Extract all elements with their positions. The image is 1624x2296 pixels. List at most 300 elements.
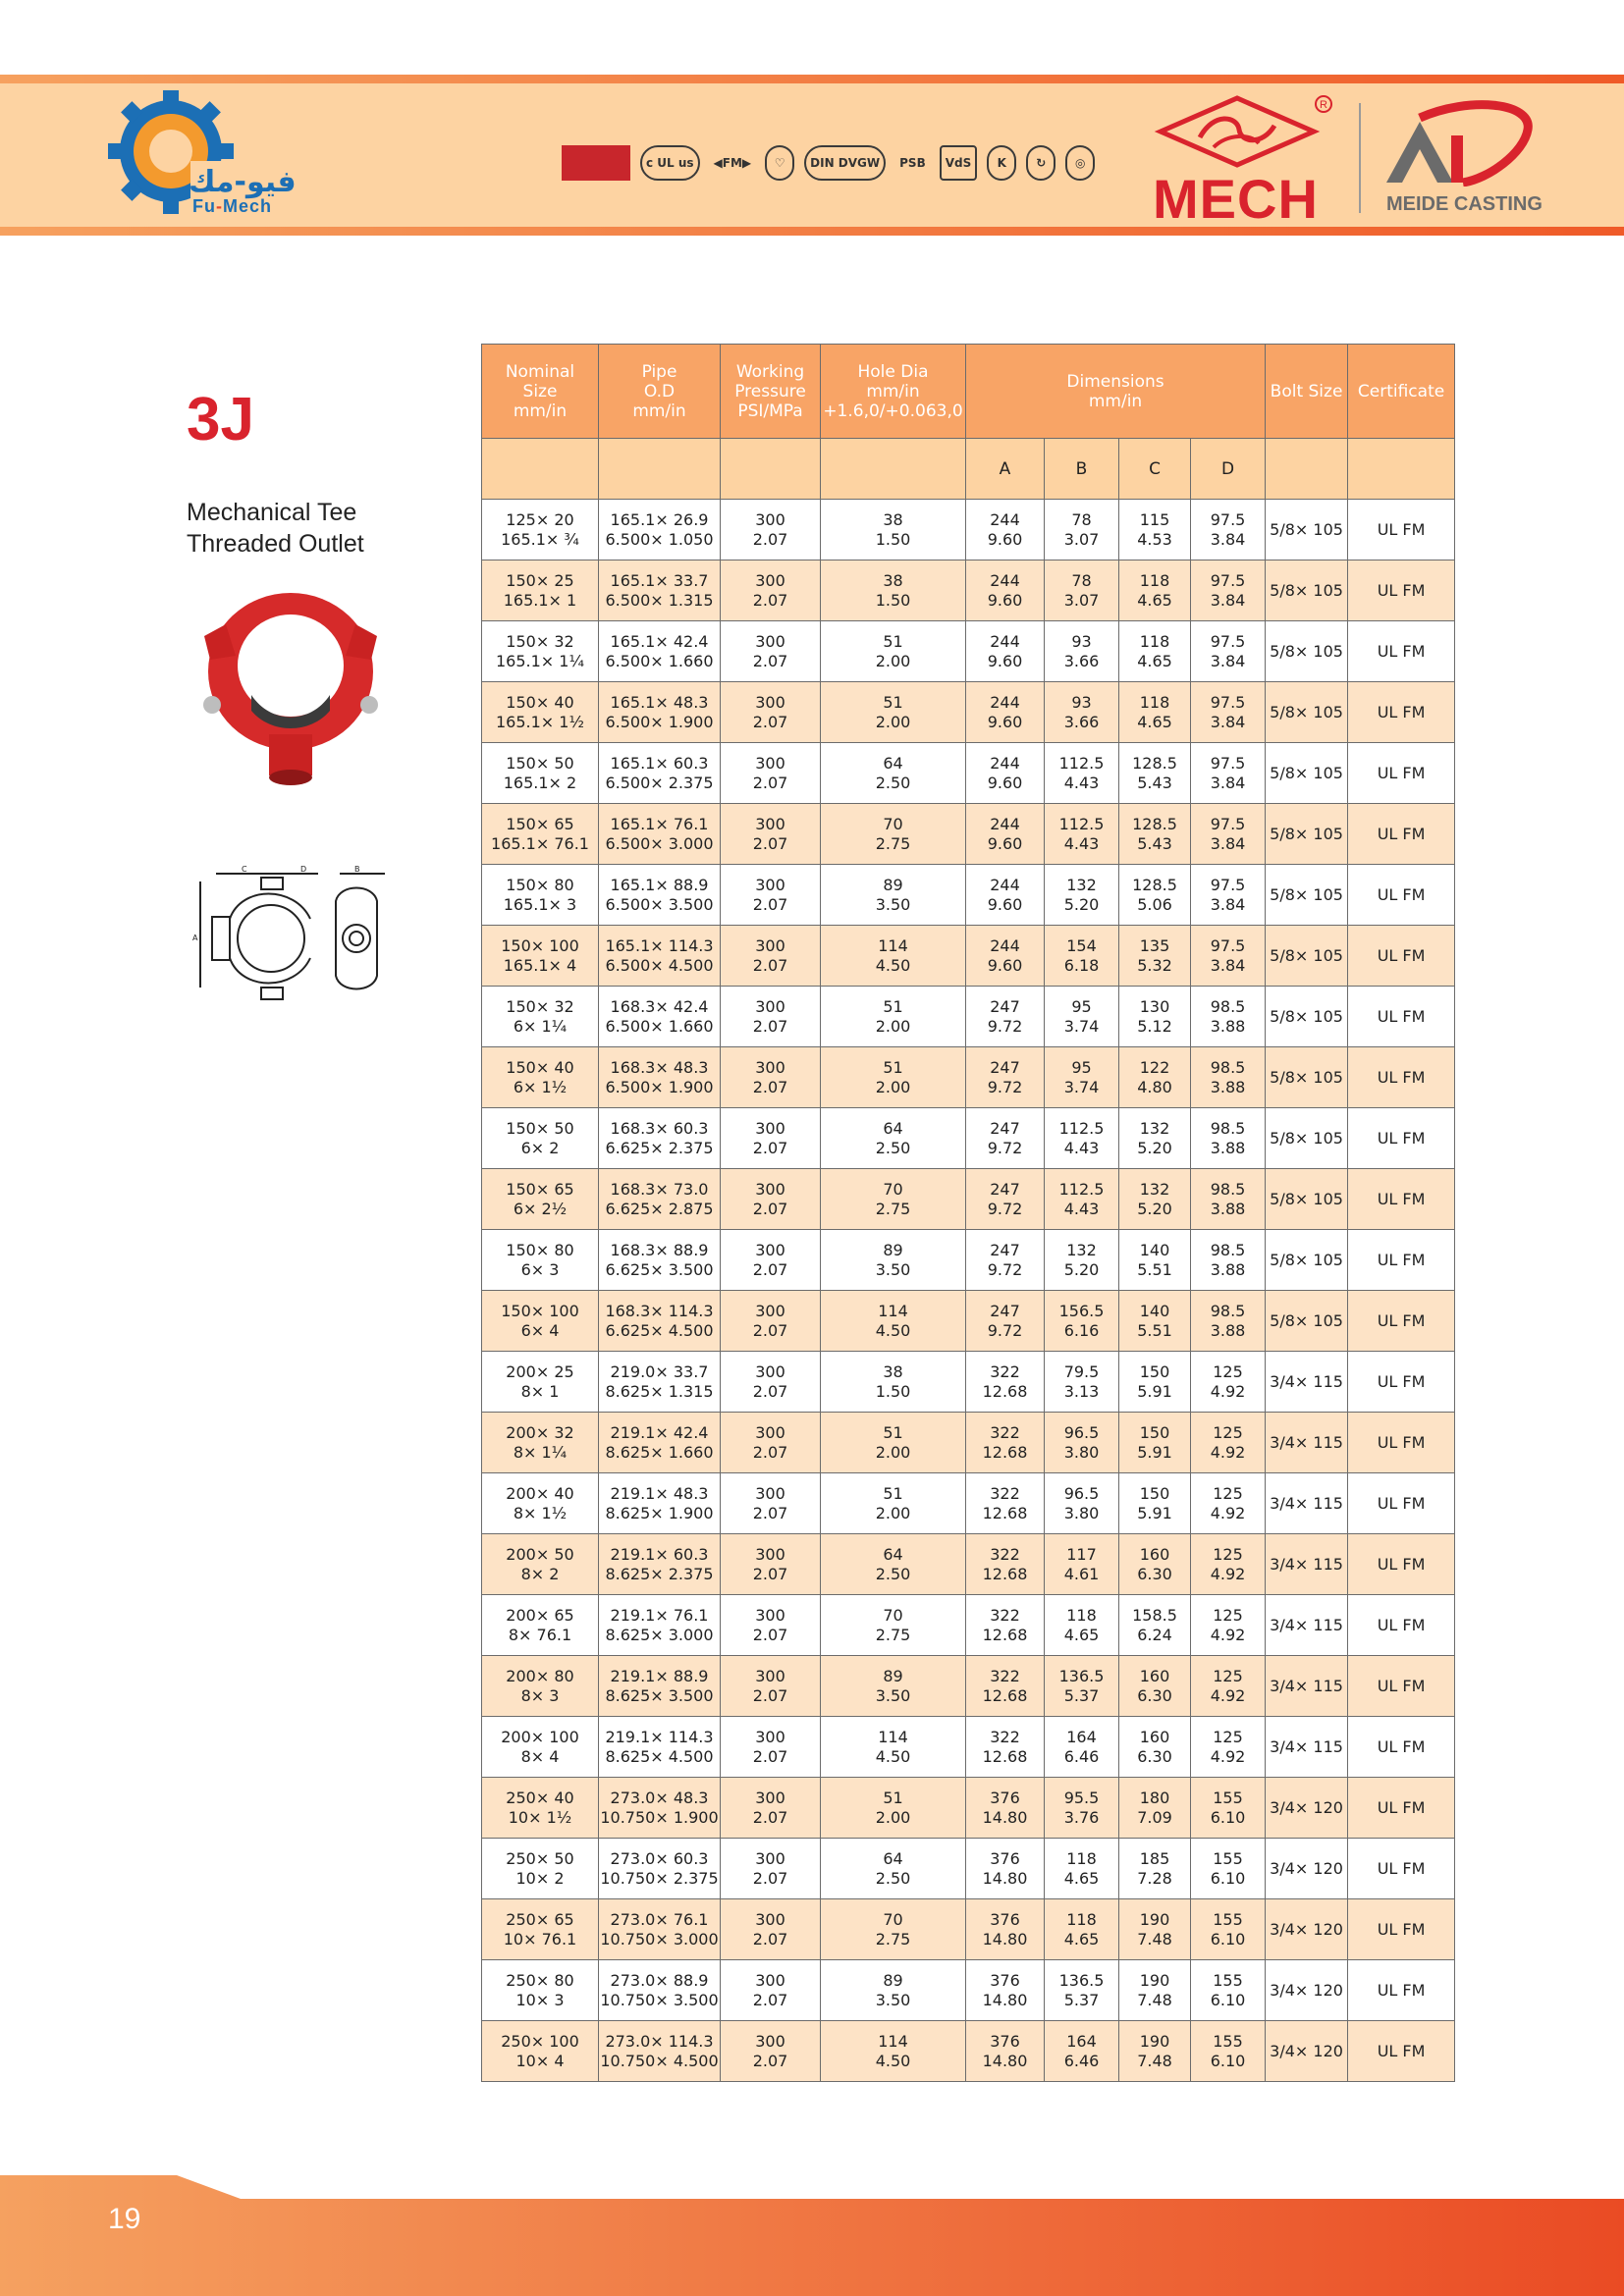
pipe-od-cell-line-2: 8.625× 1.660 <box>605 1442 714 1462</box>
dim-c-cell-line-1: 150 <box>1139 1483 1170 1503</box>
pipe-od-cell-line-2: 6.500× 3.000 <box>605 833 714 853</box>
bolt-size-cell: 5/8× 105 <box>1266 926 1348 987</box>
dim-c-cell-line-1: 115 <box>1139 509 1170 529</box>
pipe-od-cell-line-2: 8.625× 4.500 <box>605 1746 714 1766</box>
hole-dia-cell-line-2: 3.50 <box>875 1990 911 2009</box>
hole-dia-cell <box>821 1047 966 1108</box>
dim-b-cell-line-2: 3.66 <box>1063 712 1100 731</box>
hole-dia-cell-line-1: 38 <box>883 1362 903 1381</box>
dim-d-cell-line-2: 4.92 <box>1210 1685 1246 1705</box>
meide-casting-logo <box>1380 96 1538 187</box>
dim-b-cell-line-2: 3.66 <box>1063 651 1100 670</box>
nominal-size-cell <box>482 926 599 987</box>
pipe-od-cell <box>599 1656 721 1717</box>
hole-dia-cell-line-2: 2.50 <box>875 773 911 792</box>
dim-d-cell-line-1: 155 <box>1213 1848 1243 1868</box>
dim-c-cell-line-2: 5.32 <box>1137 955 1172 975</box>
dim-c-cell-line-2: 7.48 <box>1137 1990 1172 2009</box>
table-row <box>482 1899 1455 1960</box>
certificate-cell: UL FM <box>1348 1717 1455 1778</box>
dim-c-cell-line-2: 4.65 <box>1137 590 1172 610</box>
pipe-od-cell-line-1: 165.1× 60.3 <box>610 753 709 773</box>
dim-b-cell-line-1: 156.5 <box>1058 1301 1105 1320</box>
dim-a-cell-line-2: 12.68 <box>982 1503 1028 1522</box>
pipe-od-cell-line-1: 219.1× 76.1 <box>610 1605 709 1625</box>
dim-d-cell-line-2: 3.88 <box>1210 1199 1246 1218</box>
pipe-od-cell-line-2: 8.625× 1.900 <box>605 1503 714 1522</box>
table-row <box>482 743 1455 804</box>
working-pressure-cell-line-1: 300 <box>755 1179 785 1199</box>
nominal-size-cell-line-2: 165.1× 4 <box>503 955 577 975</box>
dim-a-cell <box>966 2021 1045 2082</box>
subheader-b: B <box>1045 439 1119 500</box>
nominal-size-cell-line-1: 150× 65 <box>506 814 574 833</box>
pipe-od-cell <box>599 1413 721 1473</box>
dim-d-cell-line-2: 3.88 <box>1210 1138 1246 1157</box>
dim-a-cell-line-1: 247 <box>990 996 1020 1016</box>
nominal-size-cell-line-2: 165.1× 2 <box>503 773 577 792</box>
dim-b-cell-line-2: 3.74 <box>1063 1077 1100 1096</box>
working-pressure-cell <box>721 1352 821 1413</box>
nominal-size-cell-line-1: 150× 80 <box>506 875 574 894</box>
nominal-size-cell <box>482 1778 599 1839</box>
hole-dia-cell-line-2: 3.50 <box>875 1259 911 1279</box>
dim-a-cell <box>966 1473 1045 1534</box>
dim-d-cell-line-1: 155 <box>1213 1970 1243 1990</box>
certificate-cell: UL FM <box>1348 1656 1455 1717</box>
table-body <box>482 500 1455 2082</box>
table-row <box>482 926 1455 987</box>
bolt-size-cell: 5/8× 105 <box>1266 1291 1348 1352</box>
pipe-od-cell <box>599 987 721 1047</box>
dim-d-cell <box>1191 743 1266 804</box>
hole-dia-cell-line-2: 2.00 <box>875 1077 911 1096</box>
dim-c-cell <box>1119 1413 1191 1473</box>
hole-dia-cell <box>821 682 966 743</box>
dim-a-cell-line-2: 9.60 <box>987 894 1023 914</box>
pipe-od-cell <box>599 1960 721 2021</box>
certificate-cell: UL FM <box>1348 1047 1455 1108</box>
certificate-cell: UL FM <box>1348 926 1455 987</box>
bolt-size-cell: 5/8× 105 <box>1266 865 1348 926</box>
nominal-size-cell-line-1: 200× 65 <box>506 1605 574 1625</box>
pipe-od-cell <box>599 865 721 926</box>
pipe-od-cell <box>599 1352 721 1413</box>
dim-b-cell <box>1045 987 1119 1047</box>
dim-a-cell <box>966 1413 1045 1473</box>
dim-d-cell <box>1191 1534 1266 1595</box>
dim-b-cell <box>1045 561 1119 621</box>
product-code: 3J <box>187 386 254 454</box>
dim-a-cell-line-1: 244 <box>990 631 1020 651</box>
dim-d-cell-line-2: 3.84 <box>1210 773 1246 792</box>
pipe-od-cell <box>599 2021 721 2082</box>
dim-c-cell-line-1: 160 <box>1139 1727 1170 1746</box>
dim-b-cell-line-1: 118 <box>1066 1605 1097 1625</box>
working-pressure-cell <box>721 926 821 987</box>
dim-a-cell-line-2: 9.72 <box>987 1138 1023 1157</box>
dim-d-cell <box>1191 1413 1266 1473</box>
hole-dia-cell-line-2: 4.50 <box>875 2051 911 2070</box>
nominal-size-cell <box>482 1534 599 1595</box>
hole-dia-cell <box>821 1473 966 1534</box>
pipe-od-cell <box>599 1778 721 1839</box>
dim-b-cell-line-2: 5.20 <box>1063 894 1100 914</box>
dim-c-cell-line-2: 5.20 <box>1137 1199 1172 1218</box>
pipe-od-cell-line-1: 168.3× 73.0 <box>610 1179 709 1199</box>
pipe-od-cell-line-2: 6.625× 2.375 <box>605 1138 714 1157</box>
nominal-size-cell <box>482 2021 599 2082</box>
nominal-size-cell-line-1: 150× 50 <box>506 1118 574 1138</box>
hole-dia-cell-line-1: 89 <box>883 875 903 894</box>
dim-d-cell <box>1191 682 1266 743</box>
bolt-size-cell: 3/4× 120 <box>1266 1839 1348 1899</box>
header-nominal-size: Nominal Size mm/in <box>482 345 599 439</box>
dim-c-cell-line-2: 5.43 <box>1137 773 1172 792</box>
dim-c-cell-line-2: 6.24 <box>1137 1625 1172 1644</box>
hole-dia-cell <box>821 1778 966 1839</box>
dim-c-cell-line-1: 150 <box>1139 1422 1170 1442</box>
dim-c-cell-line-1: 118 <box>1139 692 1170 712</box>
dim-b-cell-line-2: 4.43 <box>1063 773 1100 792</box>
working-pressure-cell-line-2: 2.07 <box>752 1868 788 1888</box>
dim-c-cell <box>1119 926 1191 987</box>
pipe-od-cell <box>599 621 721 682</box>
hole-dia-cell <box>821 987 966 1047</box>
dim-d-cell <box>1191 1656 1266 1717</box>
dim-b-cell-line-2: 6.16 <box>1063 1320 1100 1340</box>
nominal-size-cell-line-2: 6× 4 <box>520 1320 560 1340</box>
nominal-size-cell-line-1: 150× 25 <box>506 570 574 590</box>
dim-d-cell <box>1191 1169 1266 1230</box>
ul-listed-mark: c UL us <box>640 145 700 181</box>
working-pressure-cell-line-2: 2.07 <box>752 651 788 670</box>
working-pressure-cell-line-2: 2.07 <box>752 1564 788 1583</box>
header-top-stripe <box>0 75 1624 83</box>
dim-d-cell <box>1191 621 1266 682</box>
dim-a-cell-line-2: 9.60 <box>987 651 1023 670</box>
bolt-size-cell: 3/4× 120 <box>1266 2021 1348 2082</box>
working-pressure-cell <box>721 1717 821 1778</box>
working-pressure-cell-line-2: 2.07 <box>752 833 788 853</box>
pipe-od-cell-line-2: 6.500× 1.900 <box>605 1077 714 1096</box>
dim-d-cell-line-1: 97.5 <box>1210 509 1246 529</box>
hole-dia-cell <box>821 1108 966 1169</box>
dim-c-cell-line-2: 5.51 <box>1137 1259 1172 1279</box>
pipe-od-cell-line-1: 219.1× 42.4 <box>610 1422 709 1442</box>
dim-b-cell <box>1045 1291 1119 1352</box>
dim-a-cell <box>966 1534 1045 1595</box>
dim-c-cell-line-2: 4.65 <box>1137 712 1172 731</box>
dim-b-cell <box>1045 1839 1119 1899</box>
pipe-od-cell-line-1: 273.0× 60.3 <box>610 1848 709 1868</box>
mech-wordmark: MECH <box>1153 168 1319 230</box>
hole-dia-cell-line-1: 38 <box>883 509 903 529</box>
hole-dia-cell <box>821 561 966 621</box>
dim-d-cell <box>1191 1595 1266 1656</box>
nominal-size-cell-line-1: 200× 40 <box>506 1483 574 1503</box>
certificate-cell: UL FM <box>1348 2021 1455 2082</box>
nominal-size-cell <box>482 682 599 743</box>
working-pressure-cell-line-1: 300 <box>755 1422 785 1442</box>
working-pressure-cell-line-1: 300 <box>755 1970 785 1990</box>
pipe-od-cell-line-2: 6.500× 1.050 <box>605 529 714 549</box>
dim-d-cell-line-2: 3.84 <box>1210 529 1246 549</box>
fu-mech-arabic-wordmark: فيو-مك <box>189 165 297 199</box>
nominal-size-cell-line-2: 10× 76.1 <box>503 1929 577 1949</box>
dim-a-cell-line-1: 244 <box>990 753 1020 773</box>
dim-b-cell <box>1045 1656 1119 1717</box>
dim-c-cell <box>1119 2021 1191 2082</box>
product-description <box>187 497 364 560</box>
hole-dia-cell-line-1: 51 <box>883 1483 903 1503</box>
nominal-size-cell-line-1: 150× 40 <box>506 692 574 712</box>
hole-dia-cell-line-2: 2.50 <box>875 1868 911 1888</box>
dim-d-cell-line-2: 3.84 <box>1210 955 1246 975</box>
dim-d-cell <box>1191 1352 1266 1413</box>
dim-c-cell-line-2: 5.91 <box>1137 1381 1172 1401</box>
dim-d-cell-line-2: 4.92 <box>1210 1625 1246 1644</box>
working-pressure-cell-line-2: 2.07 <box>752 1199 788 1218</box>
certificate-cell: UL FM <box>1348 1899 1455 1960</box>
dim-a-cell-line-2: 14.80 <box>982 1929 1028 1949</box>
dim-d-cell-line-2: 4.92 <box>1210 1503 1246 1522</box>
working-pressure-cell-line-2: 2.07 <box>752 1381 788 1401</box>
working-pressure-cell <box>721 1230 821 1291</box>
hole-dia-cell-line-2: 2.00 <box>875 1442 911 1462</box>
working-pressure-cell-line-1: 300 <box>755 1727 785 1746</box>
dim-a-cell-line-1: 244 <box>990 935 1020 955</box>
dim-c-cell-line-2: 5.91 <box>1137 1503 1172 1522</box>
bolt-size-cell: 3/4× 115 <box>1266 1717 1348 1778</box>
nominal-size-cell <box>482 1352 599 1413</box>
dim-b-cell-line-1: 96.5 <box>1063 1483 1100 1503</box>
working-pressure-cell <box>721 743 821 804</box>
dim-b-cell-line-2: 6.46 <box>1063 1746 1100 1766</box>
dim-d-cell-line-2: 4.92 <box>1210 1564 1246 1583</box>
working-pressure-cell <box>721 561 821 621</box>
dim-c-cell <box>1119 1717 1191 1778</box>
working-pressure-cell <box>721 1595 821 1656</box>
dim-a-cell-line-2: 9.60 <box>987 529 1023 549</box>
dim-a-cell <box>966 1717 1045 1778</box>
dim-c-cell-line-1: 158.5 <box>1132 1605 1177 1625</box>
dim-c-cell <box>1119 1839 1191 1899</box>
dim-b-cell-line-1: 132 <box>1066 1240 1097 1259</box>
bolt-size-cell: 3/4× 115 <box>1266 1534 1348 1595</box>
dim-c-cell <box>1119 1230 1191 1291</box>
table-row <box>482 1839 1455 1899</box>
dim-d-cell-line-2: 3.84 <box>1210 651 1246 670</box>
dim-a-cell-line-2: 12.68 <box>982 1746 1028 1766</box>
pipe-od-cell-line-2: 6.625× 3.500 <box>605 1259 714 1279</box>
dim-d-cell-line-1: 125 <box>1213 1666 1243 1685</box>
table-row <box>482 804 1455 865</box>
dim-c-cell-line-2: 5.43 <box>1137 833 1172 853</box>
dim-c-cell-line-2: 5.06 <box>1137 894 1172 914</box>
nominal-size-cell-line-1: 200× 100 <box>501 1727 579 1746</box>
dim-d-cell <box>1191 561 1266 621</box>
dim-b-cell <box>1045 1169 1119 1230</box>
hole-dia-cell-line-1: 51 <box>883 1788 903 1807</box>
working-pressure-cell-line-1: 300 <box>755 1788 785 1807</box>
table-row <box>482 1595 1455 1656</box>
dim-a-cell-line-2: 14.80 <box>982 1868 1028 1888</box>
dim-a-cell <box>966 1108 1045 1169</box>
hole-dia-cell-line-1: 64 <box>883 753 903 773</box>
dim-b-cell-line-2: 3.76 <box>1063 1807 1100 1827</box>
working-pressure-cell-line-2: 2.07 <box>752 529 788 549</box>
working-pressure-cell-line-2: 2.07 <box>752 1016 788 1036</box>
dim-c-cell-line-2: 5.12 <box>1137 1016 1172 1036</box>
bolt-size-cell: 3/4× 115 <box>1266 1413 1348 1473</box>
bolt-size-cell: 3/4× 120 <box>1266 1960 1348 2021</box>
dim-c-cell <box>1119 1169 1191 1230</box>
dim-b-cell <box>1045 1108 1119 1169</box>
hole-dia-cell-line-2: 2.00 <box>875 1016 911 1036</box>
working-pressure-cell <box>721 1047 821 1108</box>
dim-d-cell-line-1: 97.5 <box>1210 631 1246 651</box>
dim-c-cell-line-2: 7.48 <box>1137 1929 1172 1949</box>
pipe-od-cell-line-2: 6.500× 4.500 <box>605 955 714 975</box>
nominal-size-cell-line-2: 10× 1½ <box>508 1807 572 1827</box>
dim-c-cell <box>1119 1899 1191 1960</box>
hole-dia-cell <box>821 1717 966 1778</box>
certificate-cell: UL FM <box>1348 1473 1455 1534</box>
hole-dia-cell-line-1: 70 <box>883 1909 903 1929</box>
product-photo <box>192 587 389 793</box>
table-row <box>482 987 1455 1047</box>
pipe-od-cell-line-2: 8.625× 3.000 <box>605 1625 714 1644</box>
working-pressure-cell-line-2: 2.07 <box>752 1442 788 1462</box>
certificate-cell: UL FM <box>1348 743 1455 804</box>
dim-d-cell <box>1191 1960 1266 2021</box>
working-pressure-cell-line-2: 2.07 <box>752 1929 788 1949</box>
certificate-cell: UL FM <box>1348 1960 1455 2021</box>
bolt-size-cell: 3/4× 115 <box>1266 1352 1348 1413</box>
hole-dia-cell-line-1: 51 <box>883 1422 903 1442</box>
hole-dia-cell-line-2: 2.00 <box>875 651 911 670</box>
pipe-od-cell <box>599 743 721 804</box>
dim-b-cell-line-1: 78 <box>1071 509 1092 529</box>
logo-divider <box>1359 103 1361 213</box>
working-pressure-cell <box>721 865 821 926</box>
dim-c-cell-line-2: 6.30 <box>1137 1685 1172 1705</box>
working-pressure-cell-line-1: 300 <box>755 692 785 712</box>
dim-d-cell-line-1: 125 <box>1213 1727 1243 1746</box>
dim-a-cell-line-2: 14.80 <box>982 2051 1028 2070</box>
hole-dia-cell-line-2: 1.50 <box>875 529 911 549</box>
hole-dia-cell-line-1: 51 <box>883 996 903 1016</box>
pipe-od-cell <box>599 1839 721 1899</box>
working-pressure-cell-line-1: 300 <box>755 570 785 590</box>
working-pressure-cell-line-2: 2.07 <box>752 1807 788 1827</box>
bolt-size-cell: 5/8× 105 <box>1266 1047 1348 1108</box>
hole-dia-cell <box>821 621 966 682</box>
din-dvgw-mark: DIN DVGW <box>804 145 886 181</box>
table-row <box>482 500 1455 561</box>
pipe-od-cell-line-1: 273.0× 76.1 <box>610 1909 709 1929</box>
dim-a-cell-line-1: 322 <box>990 1544 1020 1564</box>
pipe-od-cell-line-2: 6.500× 1.315 <box>605 590 714 610</box>
dim-b-cell <box>1045 500 1119 561</box>
pipe-od-cell <box>599 1230 721 1291</box>
hole-dia-cell-line-1: 89 <box>883 1666 903 1685</box>
pipe-od-cell-line-1: 165.1× 33.7 <box>610 570 709 590</box>
dim-d-cell-line-2: 3.88 <box>1210 1320 1246 1340</box>
pipe-od-cell-line-1: 168.3× 42.4 <box>610 996 709 1016</box>
pipe-od-cell <box>599 1473 721 1534</box>
dim-c-cell-line-1: 122 <box>1139 1057 1170 1077</box>
dim-d-cell-line-1: 125 <box>1213 1483 1243 1503</box>
dim-b-cell-line-1: 93 <box>1071 692 1092 712</box>
kc-mark-icon: K <box>987 145 1016 181</box>
svg-text:C: C <box>242 865 247 874</box>
subheader-d: D <box>1191 439 1266 500</box>
dim-b-cell-line-1: 136.5 <box>1058 1970 1105 1990</box>
working-pressure-cell-line-2: 2.07 <box>752 1625 788 1644</box>
dim-d-cell-line-2: 6.10 <box>1210 1868 1246 1888</box>
bolt-size-cell: 5/8× 105 <box>1266 682 1348 743</box>
hole-dia-cell-line-2: 3.50 <box>875 894 911 914</box>
dim-c-cell-line-2: 4.80 <box>1137 1077 1172 1096</box>
certificate-cell: UL FM <box>1348 561 1455 621</box>
dim-b-cell <box>1045 1534 1119 1595</box>
subheader-blank <box>599 439 721 500</box>
working-pressure-cell-line-2: 2.07 <box>752 955 788 975</box>
nominal-size-cell-line-1: 150× 50 <box>506 753 574 773</box>
dim-b-cell <box>1045 621 1119 682</box>
working-pressure-cell <box>721 621 821 682</box>
working-pressure-cell-line-1: 300 <box>755 996 785 1016</box>
subheader-blank <box>1348 439 1455 500</box>
nominal-size-cell-line-1: 250× 100 <box>501 2031 579 2051</box>
dim-a-cell-line-2: 9.72 <box>987 1016 1023 1036</box>
description-line-2: Threaded Outlet <box>187 530 364 558</box>
certificate-cell: UL FM <box>1348 1413 1455 1473</box>
dim-a-cell-line-2: 12.68 <box>982 1442 1028 1462</box>
dim-c-cell <box>1119 1778 1191 1839</box>
nominal-size-cell-line-2: 10× 4 <box>515 2051 565 2070</box>
dim-c-cell <box>1119 1473 1191 1534</box>
hole-dia-cell-line-1: 114 <box>878 1301 908 1320</box>
nominal-size-cell-line-2: 8× 2 <box>520 1564 560 1583</box>
dim-a-cell-line-1: 376 <box>990 1848 1020 1868</box>
dim-d-cell <box>1191 1230 1266 1291</box>
dim-d-cell <box>1191 1108 1266 1169</box>
dim-a-cell-line-1: 244 <box>990 692 1020 712</box>
dim-a-cell-line-2: 12.68 <box>982 1625 1028 1644</box>
dim-c-cell <box>1119 1352 1191 1413</box>
subheader-blank <box>821 439 966 500</box>
dim-b-cell-line-2: 4.65 <box>1063 1868 1100 1888</box>
dim-a-cell-line-1: 322 <box>990 1727 1020 1746</box>
nominal-size-cell-line-2: 6× 1¼ <box>513 1016 568 1036</box>
table-row <box>482 1291 1455 1352</box>
working-pressure-cell <box>721 1291 821 1352</box>
nominal-size-cell-line-2: 8× 1½ <box>513 1503 568 1522</box>
dim-b-cell <box>1045 1960 1119 2021</box>
dim-a-cell-line-1: 244 <box>990 509 1020 529</box>
dim-a-cell-line-1: 247 <box>990 1179 1020 1199</box>
hole-dia-cell-line-2: 1.50 <box>875 1381 911 1401</box>
nominal-size-cell-line-2: 6× 2½ <box>513 1199 568 1218</box>
dim-a-cell-line-1: 247 <box>990 1240 1020 1259</box>
dim-a-cell-line-2: 9.72 <box>987 1199 1023 1218</box>
certificate-cell: UL FM <box>1348 1778 1455 1839</box>
pipe-od-cell <box>599 1047 721 1108</box>
technical-drawing <box>192 862 389 1007</box>
